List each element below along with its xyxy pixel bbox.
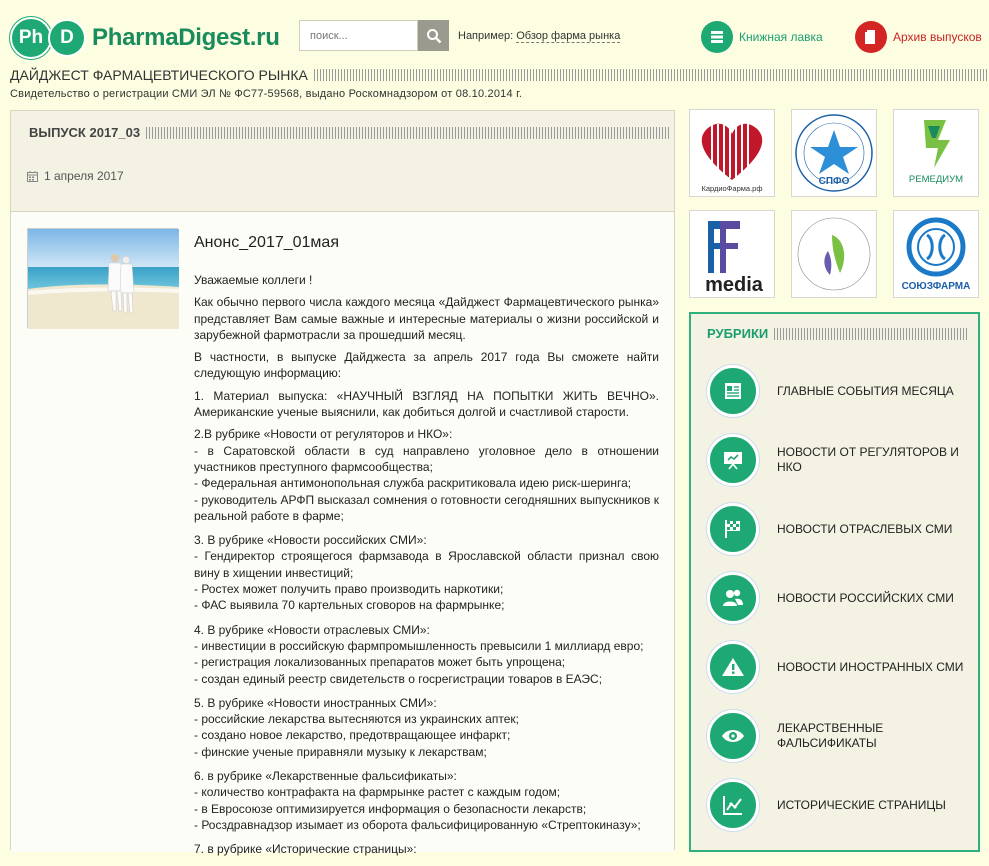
- eye-icon: [707, 710, 759, 762]
- article-paragraph: Как обычно первого числа каждого месяца «Дайджест Фармацевтического рынка» представляет Вам самые важные и интересные материалы о жизни российской и зарубежной фармотрасли за прошедший месяц.: [194, 295, 659, 342]
- rubrics-panel: [689, 312, 980, 852]
- partner-spfo[interactable]: [791, 109, 877, 197]
- flag-icon: [707, 503, 759, 555]
- presentation-icon: [707, 434, 759, 486]
- book-shop-link[interactable]: [701, 21, 823, 53]
- partner-caption: media: [705, 274, 763, 296]
- rubric-item-regulators[interactable]: [707, 431, 969, 489]
- archive-link[interactable]: [855, 21, 982, 53]
- article-paragraph: 5. В рубрике «Новости иностранных СМИ»: - российские лекарства вытесняются из украинских аптек; - создано новое лекарство, предотвращающее инфаркт; - финские ученые приравняли музыку к лекарствам;: [194, 695, 519, 759]
- search-example: [458, 30, 620, 42]
- article-title[interactable]: Анонс_2017_01мая: [194, 234, 339, 251]
- article-paragraph: 4. В рубрике «Новости отраслевых СМИ»: - инвестиции в российскую фармпромышленность превысили 1 миллиард евро; - регистрация локализованных препаратов может быть упрощена; - создан единый реестр свидетельств о госрегистрации товаров в ЕАЭС;: [194, 622, 644, 686]
- archive-icon: [855, 21, 887, 53]
- rubric-item-history[interactable]: [707, 776, 969, 834]
- article-body: [194, 234, 659, 866]
- article-paragraphs: [194, 272, 659, 858]
- title-divider: [314, 69, 989, 81]
- rubric-label: ЛЕКАРСТВЕННЫЕ ФАЛЬСИФИКАТЫ: [777, 721, 884, 750]
- registration-text: Свидетельство о регистрации СМИ ЭЛ № ФС77-59568, выдано Роскомнадзором от 08.10.2014 г.: [10, 88, 523, 100]
- partner-caption: РЕМЕДИУМ: [908, 174, 964, 185]
- search-form: [299, 20, 449, 51]
- issue-title: ВЫПУСК 2017_03: [29, 125, 141, 140]
- partner-association[interactable]: [791, 210, 877, 298]
- article-paragraph: 3. В рубрике «Новости российских СМИ»: - Гендиректор строящегося фармзавода в Ярославской области признал свою вину в хищении инвестиций; - Ростех может получить право производить наркотики; - ФАС выявила 70 картельных сговоров на фармрынке;: [194, 533, 659, 613]
- rubrics-header: [707, 326, 969, 341]
- rubric-label: НОВОСТИ ИНОСТРАННЫХ СМИ: [777, 659, 964, 674]
- rubric-item-falsified-drugs[interactable]: [707, 707, 969, 765]
- issue-date-text: 1 апреля 2017: [44, 169, 124, 183]
- partner-caption: СПФО: [818, 176, 850, 187]
- partner-caption: СОЮЗФАРМА: [901, 281, 971, 292]
- rubrics-title: РУБРИКИ: [707, 326, 769, 341]
- article-paragraph: 7. в рубрике «Исторические страницы»:: [194, 842, 417, 857]
- rubric-item-main-events[interactable]: [707, 362, 969, 420]
- issue-divider: [146, 127, 669, 139]
- calendar-icon: [27, 171, 38, 182]
- site-title-row: [10, 66, 989, 84]
- partner-soyuzfarma[interactable]: [893, 210, 979, 298]
- rubric-item-industry-media[interactable]: [707, 500, 969, 558]
- article-paragraph: 2.В рубрике «Новости от регуляторов и НКО»: - в Саратовской области в суд направлено уголовное дело в отношении участников преступного фармсообщества; - Федеральная антимонопольная служба раскритиковала идею риск-шеринга; - руководитель АРФП высказал сомнения о готовности сегодняшних выпускников к реальной работе в фарме;: [194, 427, 659, 523]
- article: [11, 212, 674, 857]
- archive-label: Архив выпусков: [893, 30, 982, 44]
- rubrics-divider: [774, 328, 969, 340]
- partner-kardiofarma[interactable]: [689, 109, 775, 197]
- rubric-label: НОВОСТИ ОТРАСЛЕВЫХ СМИ: [777, 521, 953, 536]
- newspaper-icon: [707, 365, 759, 417]
- article-paragraph: В частности, в выпуске Дайджеста за апрель 2017 года Вы сможете найти следующую информацию:: [194, 350, 659, 381]
- rubric-label: НОВОСТИ ОТ РЕГУЛЯТОРОВ И НКО: [777, 445, 959, 474]
- partner-caption: КардиоФарма.рф: [701, 184, 763, 193]
- logo-text: PharmaDigest.ru: [92, 24, 280, 51]
- site-logo[interactable]: [10, 17, 280, 59]
- rubric-label: НОВОСТИ РОССИЙСКИХ СМИ: [777, 590, 954, 605]
- article-paragraph: 6. в рубрике «Лекарственные фальсификаты»: - количество контрафакта на фармрынке растет с каждым годом; - в Евросоюзе оптимизируется информация о безопасности лекарств; - Росздравнадзор изымает из оборота фальсифицированную «Стрептокиназу»;: [194, 769, 641, 832]
- partner-remedium[interactable]: [893, 109, 979, 197]
- partner-ffmedia[interactable]: [689, 210, 775, 298]
- rubric-item-foreign-media[interactable]: [707, 638, 969, 696]
- rubric-label: ГЛАВНЫЕ СОБЫТИЯ МЕСЯЦА: [777, 383, 954, 398]
- issue-header: [29, 125, 669, 140]
- rubric-label: ИСТОРИЧЕСКИЕ СТРАНИЦЫ: [777, 797, 946, 812]
- example-link[interactable]: Обзор фарма рынка: [516, 30, 621, 42]
- warning-icon: [707, 641, 759, 693]
- search-icon: [426, 28, 442, 44]
- search-input[interactable]: [299, 20, 418, 51]
- book-shop-label: Книжная лавка: [739, 30, 823, 44]
- issue-date: [27, 169, 124, 183]
- article-paragraph: Уважаемые коллеги !: [194, 273, 313, 287]
- logo-ph-badge: Ph: [10, 17, 52, 59]
- search-button[interactable]: [418, 20, 449, 51]
- site-title: ДАЙДЖЕСТ ФАРМАЦЕВТИЧЕСКОГО РЫНКА: [10, 67, 308, 83]
- example-prefix: Например:: [458, 30, 514, 42]
- article-paragraph: 1. Материал выпуска: «НАУЧНЫЙ ВЗГЛЯД НА ПОПЫТКИ ЖИТЬ ВЕЧНО». Американские ученые выяснили, как добиться долгой и счастливой старости.: [194, 388, 659, 420]
- chart-icon: [707, 779, 759, 831]
- book-icon: [701, 21, 733, 53]
- users-icon: [707, 572, 759, 624]
- logo-d-badge: D: [48, 19, 86, 57]
- rubric-item-russian-media[interactable]: [707, 569, 969, 627]
- issue-panel: [10, 110, 675, 857]
- article-thumbnail[interactable]: [27, 228, 178, 328]
